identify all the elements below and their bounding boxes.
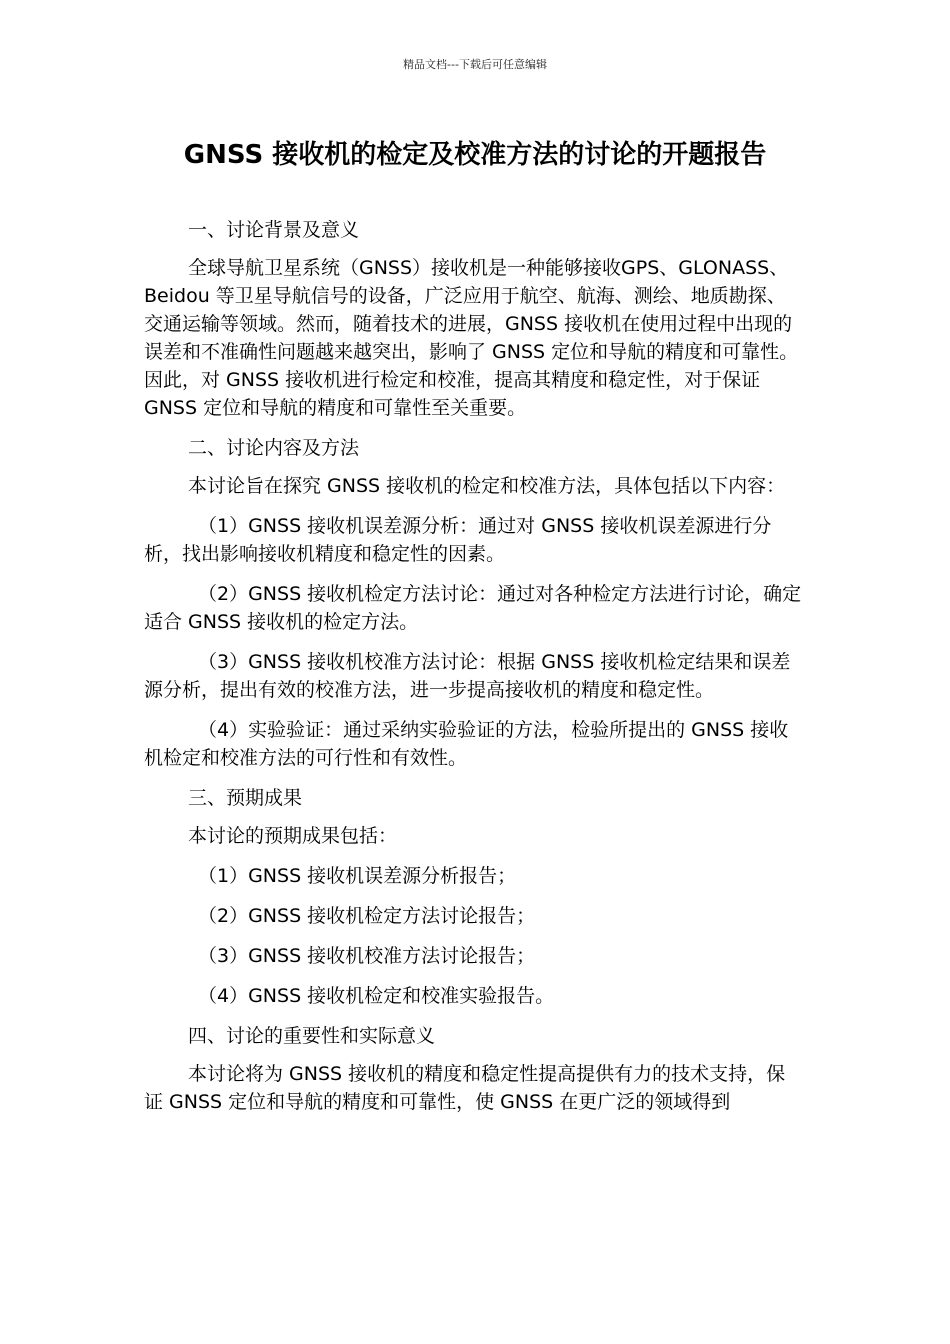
paragraph-significance: 本讨论将为 GNSS 接收机的精度和稳定性提高提供有力的技术支持，保证 GNSS 定位和导航的精度和可靠性，使 GNSS 在更广泛的领域得到 — [144, 1063, 786, 1113]
list-item-result-3: （3）GNSS 接收机校准方法讨论报告； — [198, 945, 536, 967]
section-heading-background: 一、讨论背景及意义 — [188, 219, 360, 241]
document-title: GNSS 接收机的检定及校准方法的讨论的开题报告 — [183, 140, 767, 170]
paragraph-background: 全球导航卫星系统（GNSS）接收机是一种能够接收GPS、GLONASS、Beidou 等卫星导航信号的设备，广泛应用于航空、航海、测绘、地质勘探、交通运输等领域。然而，随着技术的进展，GNSS 接收机在使用过程中出现的误差和不准确性问题越来越突出，影响了 GNSS 定位和导航的精度和可靠性。因此，对 GNSS 接收机进行检定和校准，提高其精度和稳定性，对于保证 GNSS 定位和导航的精度和可靠性至关重要。 — [144, 257, 799, 419]
header-note: 精品文档---下载后可任意编辑 — [403, 58, 547, 71]
list-item-result-4: （4）GNSS 接收机检定和校准实验报告。 — [198, 985, 555, 1007]
list-item-result-2: （2）GNSS 接收机检定方法讨论报告； — [198, 905, 536, 927]
section-heading-expected-results: 三、预期成果 — [188, 787, 303, 809]
section-heading-significance: 四、讨论的重要性和实际意义 — [188, 1025, 436, 1047]
list-item-content-2: （2）GNSS 接收机检定方法讨论：通过对各种检定方法进行讨论，确定适合 GNSS 接收机的检定方法。 — [144, 583, 802, 633]
paragraph-content-intro: 本讨论旨在探究 GNSS 接收机的检定和校准方法，具体包括以下内容： — [188, 475, 786, 497]
section-heading-content-method: 二、讨论内容及方法 — [188, 437, 360, 459]
list-item-content-1: （1）GNSS 接收机误差源分析：通过对 GNSS 接收机误差源进行分析，找出影响接收机精度和稳定性的因素。 — [144, 515, 772, 565]
paragraph-results-intro: 本讨论的预期成果包括： — [188, 825, 398, 847]
list-item-content-4: （4）实验验证：通过采纳实验验证的方法，检验所提出的 GNSS 接收机检定和校准方法的可行性和有效性。 — [144, 719, 789, 769]
list-item-result-1: （1）GNSS 接收机误差源分析报告； — [198, 865, 517, 887]
document-body — [144, 216, 804, 1128]
list-item-content-3: （3）GNSS 接收机校准方法讨论：根据 GNSS 接收机检定结果和误差源分析，提出有效的校准方法，进一步提高接收机的精度和稳定性。 — [144, 651, 791, 701]
